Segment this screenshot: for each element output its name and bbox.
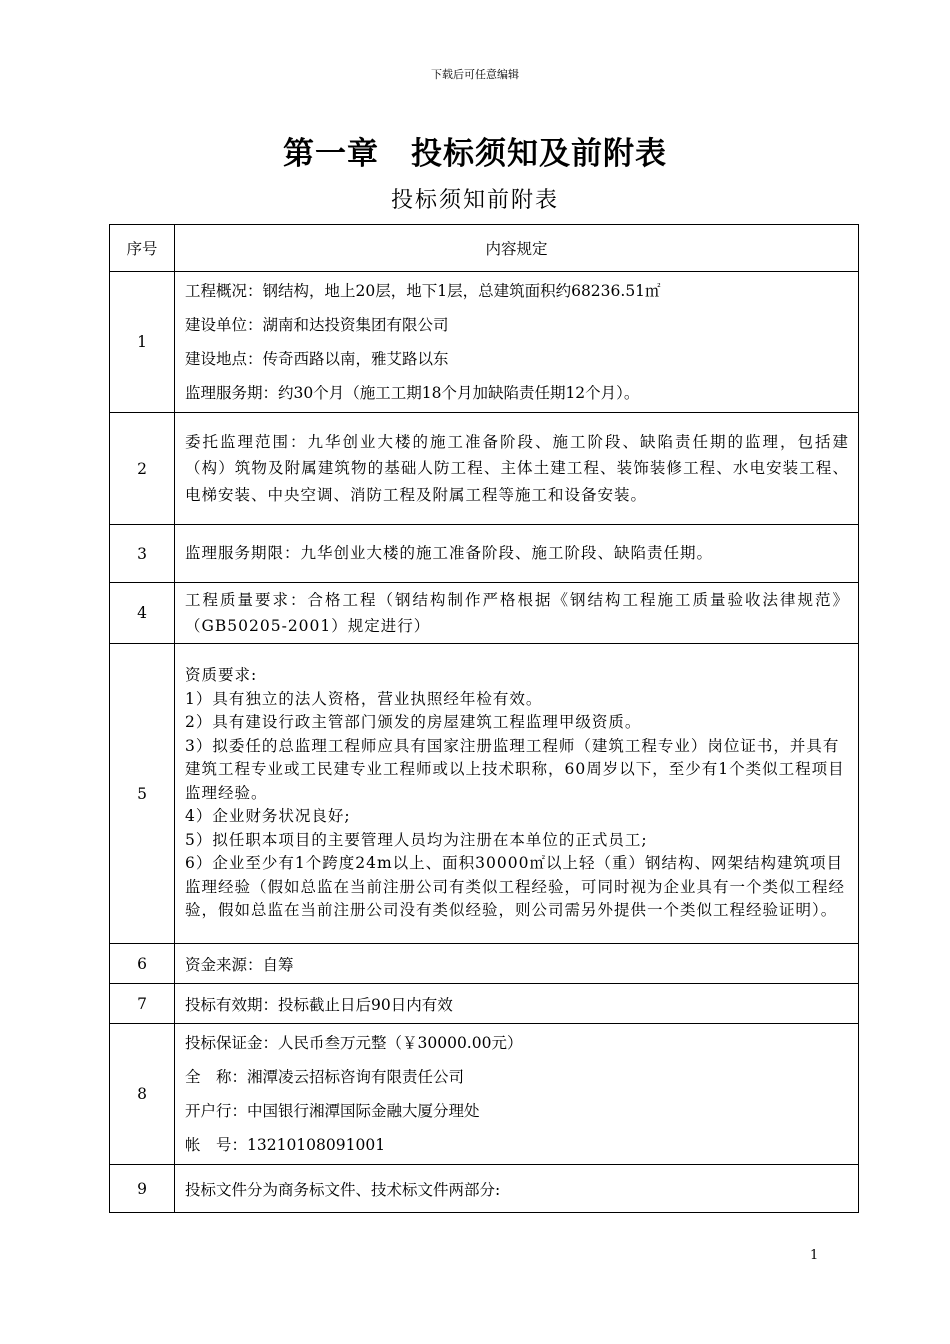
table-title: 投标须知前附表 — [390, 188, 559, 213]
row-number: 9 — [110, 1165, 175, 1213]
table-row — [110, 644, 859, 944]
row-number: 2 — [110, 413, 175, 525]
content-line: 投标保证金：人民币叁万元整（￥30000.00元） — [185, 1034, 523, 1052]
content-line: 全 称：湘潭凌云招标咨询有限责任公司 — [185, 1068, 465, 1086]
row-content — [175, 272, 859, 413]
table-row — [110, 413, 859, 525]
table-row — [110, 583, 859, 644]
row-content: 投标文件分为商务标文件、技术标文件两部分: — [175, 1165, 859, 1213]
row-content — [175, 413, 859, 525]
row-content — [175, 644, 859, 944]
column-header-num: 序号 — [110, 225, 175, 272]
row-content: 投标有效期：投标截止日后90日内有效 — [175, 984, 859, 1024]
row-number: 1 — [110, 272, 175, 413]
header-note: 下载后可任意编辑 — [431, 68, 519, 81]
column-header-content: 内容规定 — [175, 225, 859, 272]
table-header-row — [110, 225, 859, 272]
table-row — [110, 1165, 859, 1213]
row-number: 3 — [110, 525, 175, 583]
content-line: 建设单位：湖南和达投资集团有限公司 — [185, 316, 449, 334]
row-content — [175, 583, 859, 644]
row-number: 4 — [110, 583, 175, 644]
content-line: 开户行：中国银行湘潭国际金融大厦分理处 — [185, 1102, 480, 1120]
row-number: 6 — [110, 944, 175, 984]
row-number: 5 — [110, 644, 175, 944]
content-text: 5）拟任职本项目的主要管理人员均为注册在本单位的正式员工; — [185, 830, 648, 849]
content-text: 2）具有建设行政主管部门颁发的房屋建筑工程监理甲级资质。 — [185, 713, 642, 732]
table-row — [110, 944, 859, 984]
content-line: 工程概况：钢结构，地上20层，地下1层，总建筑面积约68236.51㎡ — [185, 282, 661, 300]
content-text: 委托监理范围：九华创业大楼的施工准备阶段、施工阶段、缺陷责任期的监理，包括建（构）筑物及附属建筑物的基础人防工程、主体土建工程、装饰装修工程、水电安装工程、电梯安装、中央空调、消防工程及附属工程等施工和设备安装。 — [185, 432, 849, 504]
content-line: 建设地点：传奇西路以南，雅艾路以东 — [185, 350, 449, 368]
row-content — [175, 1024, 859, 1165]
row-content — [175, 525, 859, 583]
content-text: 工程质量要求：合格工程（钢结构制作严格根据《钢结构工程施工质量验收法律规范》（GB50205-2001）规定进行） — [185, 590, 849, 635]
page-number: 1 — [810, 1248, 819, 1263]
content-text: 6）企业至少有1个跨度24m以上、面积30000㎡以上轻（重）钢结构、网架结构建筑项目监理经验（假如总监在当前注册公司有类似工程经验，可同时视为企业具有一个类似工程经验，假如总监在当前注册公司没有类似经验，则公司需另外提供一个类似工程经验证明）。 — [185, 854, 846, 920]
row-number: 7 — [110, 984, 175, 1024]
content-text: 4）企业财务状况良好; — [185, 807, 351, 826]
content-line: 帐 号：13210108091001 — [185, 1136, 386, 1154]
table-row — [110, 1024, 859, 1165]
chapter-title: 第一章 投标须知及前附表 — [283, 136, 667, 172]
table-row — [110, 525, 859, 583]
content-text: 监理服务期限：九华创业大楼的施工准备阶段、施工阶段、缺陷责任期。 — [185, 544, 714, 563]
content-line: 监理服务期：约30个月（施工工期18个月加缺陷责任期12个月）。 — [185, 384, 640, 402]
table-row — [110, 272, 859, 413]
table-row — [110, 984, 859, 1024]
content-text: 1）具有独立的法人资格，营业执照经年检有效。 — [185, 689, 543, 708]
content-text: 资质要求: — [185, 666, 258, 685]
row-content: 资金来源：自筹 — [175, 944, 859, 984]
content-text: 3）拟委任的总监理工程师应具有国家注册监理工程师（建筑工程专业）岗位证书，并具有建筑工程专业或工民建专业工程师或以上技术职称，60周岁以下，至少有1个类似工程项目监理经验。 — [185, 736, 845, 802]
bid-notice-table — [109, 224, 859, 1213]
row-number: 8 — [110, 1024, 175, 1165]
